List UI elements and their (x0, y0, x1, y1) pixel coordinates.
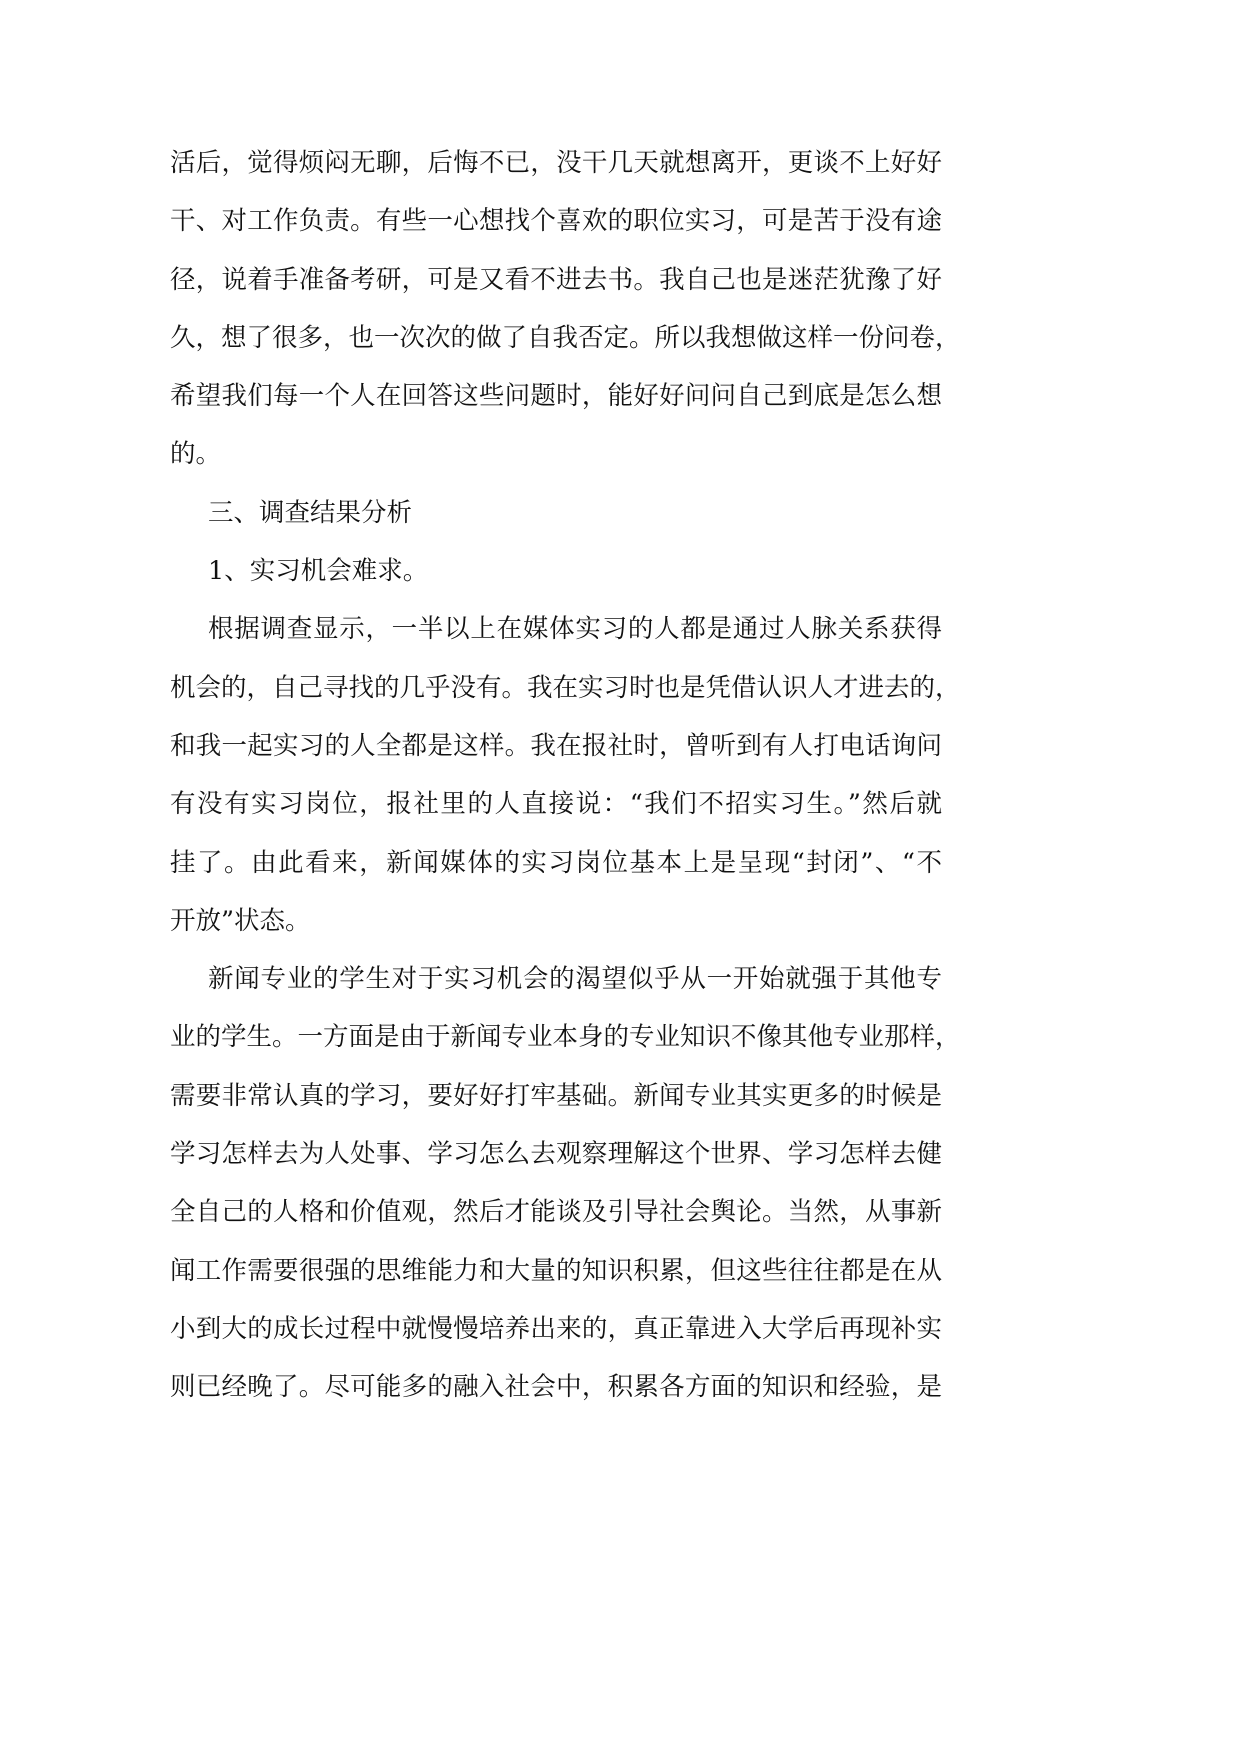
text-line: 有没有实习岗位，报社里的人直接说：“我们不招实习生。”然后就 (170, 789, 942, 820)
text-line: 新闻专业的学生对于实习机会的渴望似乎从一开始就强于其他专 (208, 964, 942, 995)
text-line: 则已经晚了。尽可能多的融入社会中，积累各方面的知识和经验，是 (170, 1372, 942, 1403)
text-line: 开放”状态。 (170, 905, 311, 936)
text-line: 业的学生。一方面是由于新闻专业本身的专业知识不像其他专业那样， (170, 1022, 961, 1053)
text-line: 1、实习机会难求。 (208, 556, 429, 587)
text-line: 和我一起实习的人全都是这样。我在报社时，曾听到有人打电话询问 (170, 730, 942, 761)
text-line: 三、调查结果分析 (208, 497, 413, 528)
paragraph (170, 134, 961, 484)
text-line: 的。 (170, 439, 222, 470)
text-line: 久，想了很多，也一次次的做了自我否定。所以我想做这样一份问卷， (170, 322, 961, 353)
document-page (170, 134, 961, 1417)
text-line: 小到大的成长过程中就慢慢培养出来的，真正靠进入大学后再现补实 (170, 1313, 942, 1344)
section-heading (170, 484, 942, 542)
text-line: 需要非常认真的学习，要好好打牢基础。新闻专业其实更多的时候是 (170, 1080, 942, 1111)
text-line: 活后，觉得烦闷无聊，后悔不已，没干几天就想离开，更谈不上好好 (170, 148, 942, 178)
text-line: 根据调查显示，一半以上在媒体实习的人都是通过人脉关系获得 (208, 614, 942, 645)
text-line: 闻工作需要很强的思维能力和大量的知识积累，但这些往往都是在从 (170, 1255, 942, 1286)
text-line: 挂了。由此看来，新闻媒体的实习岗位基本上是呈现“封闭”、“不 (170, 847, 942, 878)
text-line: 全自己的人格和价值观，然后才能谈及引导社会舆论。当然，从事新 (170, 1197, 942, 1228)
paragraph (170, 950, 961, 1416)
text-line: 径，说着手准备考研，可是又看不进去书。我自己也是迷茫犹豫了好 (170, 264, 942, 295)
text-line: 干、对工作负责。有些一心想找个喜欢的职位实习，可是苦于没有途 (170, 206, 942, 237)
text-line: 学习怎样去为人处事、学习怎么去观察理解这个世界、学习怎样去健 (170, 1139, 942, 1170)
text-line: 机会的，自己寻找的几乎没有。我在实习时也是凭借认识人才进去的， (170, 672, 961, 703)
text-line: 希望我们每一个人在回答这些问题时，能好好问问自己到底是怎么想 (170, 381, 942, 412)
paragraph (170, 600, 961, 950)
subsection-heading (170, 542, 942, 600)
